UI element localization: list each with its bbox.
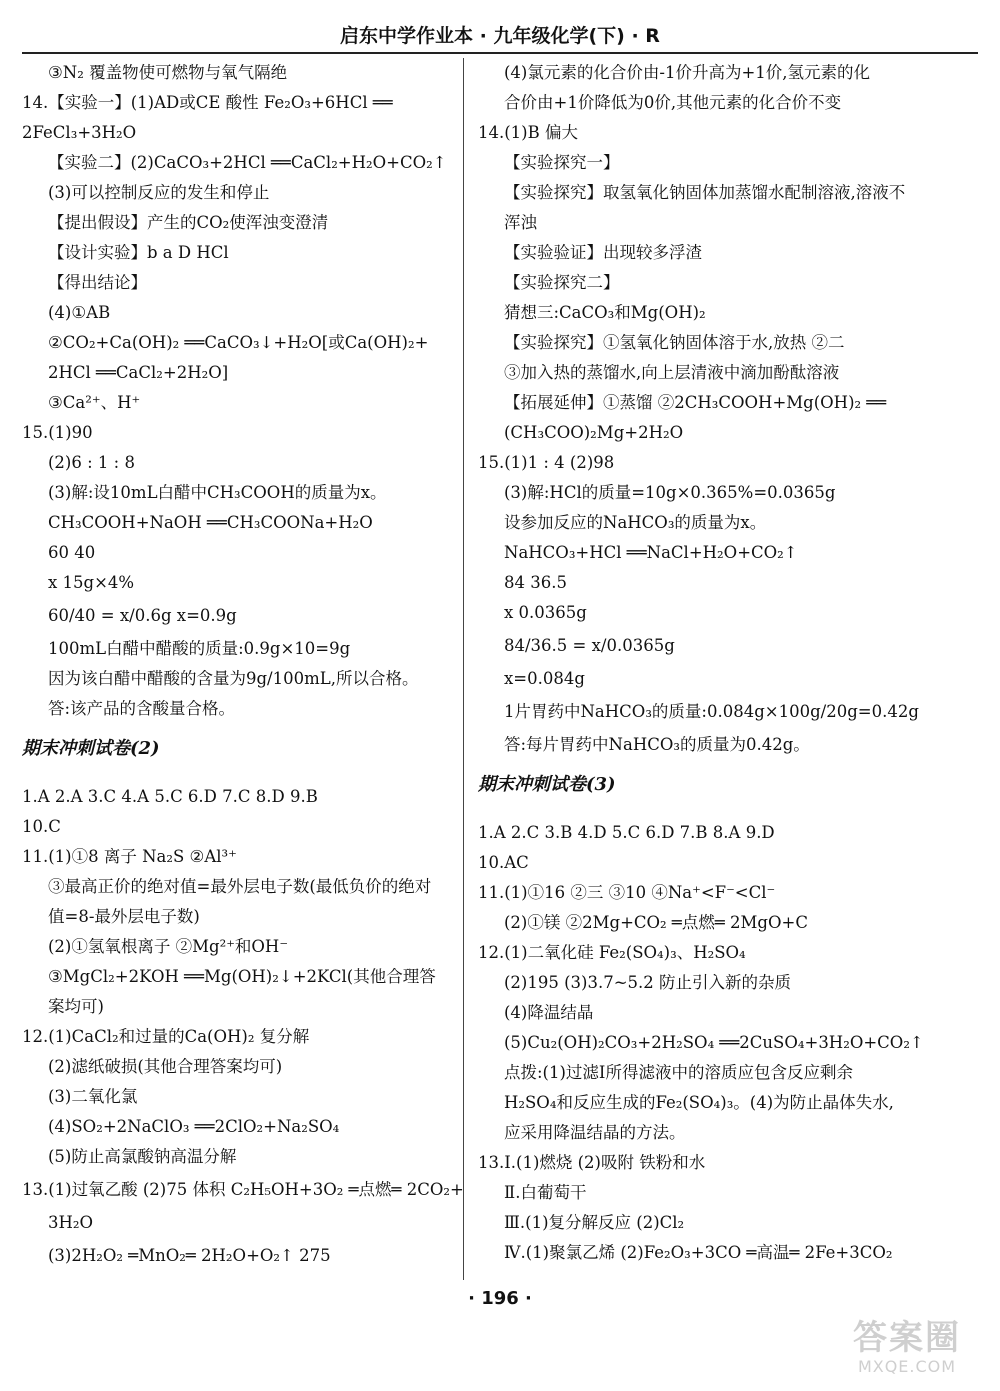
answer-line (22, 768, 452, 782)
answer-line: (3)二氧化氯 (48, 1087, 138, 1106)
answer-line: 15.(1)90 (22, 423, 93, 442)
answer-line: NaHCO₃+HCl ══NaCl+H₂O+CO₂↑ (504, 543, 798, 562)
answer-line: (3)可以控制反应的发生和停止 (48, 183, 270, 202)
answer-line: 10.C (22, 817, 61, 836)
answer-line: ②CO₂+Ca(OH)₂ ══CaCO₃↓+H₂O[或Ca(OH)₂+ (48, 333, 429, 352)
answer-line: 应采用降温结晶的方法。 (504, 1123, 686, 1142)
watermark-text: 答案圈 (853, 1318, 961, 1358)
answer-line: 合价由+1价降低为0价,其他元素的化合价不变 (504, 93, 842, 112)
answer-line: 11.(1)①8 离子 Na₂S ②Al³⁺ (22, 847, 237, 866)
column-divider (463, 58, 464, 1280)
watermark-logo (832, 1318, 982, 1380)
answer-line: (5)防止高氯酸钠高温分解 (48, 1147, 237, 1166)
answer-line: x=0.084g (504, 669, 585, 688)
answer-line: (3)2H₂O₂ ═MnO₂═ 2H₂O+O₂↑ 275 (48, 1246, 331, 1265)
section-heading: 期末冲刺试卷(3) (478, 774, 616, 795)
answer-line: 因为该白醋中醋酸的含量为9g/100mL,所以合格。 (48, 669, 419, 688)
answer-line: 【实验二】(2)CaCO₃+2HCl ══CaCl₂+H₂O+CO₂↑ (48, 153, 447, 172)
answer-line: (3)解:HCl的质量=10g×0.365%=0.0365g (504, 483, 836, 502)
section-heading: 期末冲刺试卷(2) (22, 738, 160, 759)
answer-line: H₂SO₄和反应生成的Fe₂(SO₄)₃。(4)为防止晶体失水, (504, 1093, 894, 1112)
answer-line: 2HCl ══CaCl₂+2H₂O] (48, 363, 229, 382)
answer-line: Ⅲ.(1)复分解反应 (2)Cl₂ (504, 1213, 685, 1232)
answer-line: 84/36.5 = x/0.0365g (504, 636, 675, 655)
answer-line: (3)解:设10mL白醋中CH₃COOH的质量为x。 (48, 483, 387, 502)
answer-line: 1片胃药中NaHCO₃的质量:0.084g×100g/20g=0.42g (504, 702, 919, 721)
answer-line: 3H₂O (48, 1213, 94, 1232)
answer-line: 【设计实验】b a D HCl (48, 243, 229, 262)
answer-line: 浑浊 (504, 213, 537, 232)
answer-line: (2)滤纸破损(其他合理答案均可) (48, 1057, 283, 1076)
answer-line: 值=8-最外层电子数) (48, 907, 200, 926)
answer-line: 案均可) (48, 997, 104, 1016)
answer-line: (2)6 : 1 : 8 (48, 453, 135, 472)
answer-line: (5)Cu₂(OH)₂CO₃+2H₂SO₄ ══2CuSO₄+3H₂O+CO₂↑ (504, 1033, 924, 1052)
answer-line: ③Ca²⁺、H⁺ (48, 393, 141, 412)
answer-line: 12.(1)二氧化硅 Fe₂(SO₄)₃、H₂SO₄ (478, 943, 746, 962)
answer-line: (4)①AB (48, 303, 111, 322)
answer-line: 答:该产品的含酸量合格。 (48, 699, 236, 718)
answer-line: ③最高正价的绝对值=最外层电子数(最低负价的绝对 (48, 877, 432, 896)
answer-line: ③加入热的蒸馏水,向上层清液中滴加酚酞溶液 (504, 363, 840, 382)
answer-line: 【实验探究】取氢氧化钠固体加蒸馏水配制溶液,溶液不 (504, 183, 906, 202)
page-number: · 196 · (468, 1288, 532, 1309)
watermark-url: MXQE.COM (857, 1357, 957, 1376)
answer-line: 2FeCl₃+3H₂O (22, 123, 137, 142)
answer-line: 答:每片胃药中NaHCO₃的质量为0.42g。 (504, 735, 810, 754)
answer-line: ③N₂ 覆盖物使可燃物与氧气隔绝 (48, 63, 288, 82)
answer-line: 14.(1)B 偏大 (478, 123, 578, 142)
answer-line: 60/40 = x/0.6g x=0.9g (48, 606, 237, 625)
answer-line (478, 804, 933, 818)
answer-line: 15.(1)1 : 4 (2)98 (478, 453, 615, 472)
answer-line: (CH₃COO)₂Mg+2H₂O (504, 423, 684, 442)
answer-line: 100mL白醋中醋酸的质量:0.9g×10=9g (48, 639, 351, 658)
answer-line: ③MgCl₂+2KOH ══Mg(OH)₂↓+2KCl(其他合理答 (48, 967, 436, 986)
answer-line: 1.A 2.C 3.B 4.D 5.C 6.D 7.B 8.A 9.D (478, 823, 775, 842)
answer-line: 11.(1)①16 ②三 ③10 ④Na⁺<F⁻<Cl⁻ (478, 883, 776, 902)
page-header (22, 22, 978, 54)
answer-line: 1.A 2.A 3.C 4.A 5.C 6.D 7.C 8.D 9.B (22, 787, 318, 806)
answer-line: x 15g×4% (48, 573, 135, 592)
left-column (22, 58, 464, 1274)
answer-line: Ⅱ.白葡萄干 (504, 1183, 587, 1202)
answer-line: CH₃COOH+NaOH ══CH₃COONa+H₂O (48, 513, 373, 532)
answer-line: 【实验探究二】 (504, 273, 620, 292)
answer-line: 13.(1)过氧乙酸 (2)75 体积 C₂H₅OH+3O₂ ═点燃═ 2CO₂+ (22, 1180, 464, 1199)
answer-line: 10.AC (478, 853, 529, 872)
answer-line: 【实验探究一】 (504, 153, 620, 172)
answer-line: (4)降温结晶 (504, 1003, 594, 1022)
answer-line: 设参加反应的NaHCO₃的质量为x。 (504, 513, 767, 532)
answer-line: (2)①镁 ②2Mg+CO₂ ═点燃═ 2MgO+C (504, 913, 808, 932)
answer-line: 14.【实验一】(1)AD或CE 酸性 Fe₂O₃+6HCl ══ (22, 93, 393, 112)
answer-line: 【得出结论】 (48, 273, 147, 292)
answer-line: 13.Ⅰ.(1)燃烧 (2)吸附 铁粉和水 (478, 1153, 706, 1172)
answer-line: Ⅳ.(1)聚氯乙烯 (2)Fe₂O₃+3CO ═高温═ 2Fe+3CO₂ (504, 1243, 893, 1262)
header-title: 启东中学作业本 · 九年级化学(下) · R (340, 25, 660, 47)
answer-line: 点拨:(1)过滤Ⅰ所得滤液中的溶质应包含反应剩余 (504, 1063, 853, 1082)
right-column (478, 58, 933, 1268)
answer-line: 【拓展延伸】①蒸馏 ②2CH₃COOH+Mg(OH)₂ ══ (504, 393, 887, 412)
answer-line: (4)氯元素的化合价由-1价升高为+1价,氢元素的化 (504, 63, 871, 82)
answer-line: 84 36.5 (504, 573, 567, 592)
answer-line: 12.(1)CaCl₂和过量的Ca(OH)₂ 复分解 (22, 1027, 310, 1046)
answer-line: (2)①氢氧根离子 ②Mg²⁺和OH⁻ (48, 937, 289, 956)
answer-line: 【实验探究】①氢氧化钠固体溶于水,放热 ②二 (504, 333, 845, 352)
answer-line: 猜想三:CaCO₃和Mg(OH)₂ (504, 303, 706, 322)
answer-line: 【实验验证】出现较多浮渣 (504, 243, 702, 262)
answer-line: 60 40 (48, 543, 96, 562)
answer-line: (2)195 (3)3.7~5.2 防止引入新的杂质 (504, 973, 792, 992)
answer-line: x 0.0365g (504, 603, 587, 622)
answer-line: (4)SO₂+2NaClO₃ ══2ClO₂+Na₂SO₄ (48, 1117, 340, 1136)
answer-line: 【提出假设】产生的CO₂使浑浊变澄清 (48, 213, 329, 232)
